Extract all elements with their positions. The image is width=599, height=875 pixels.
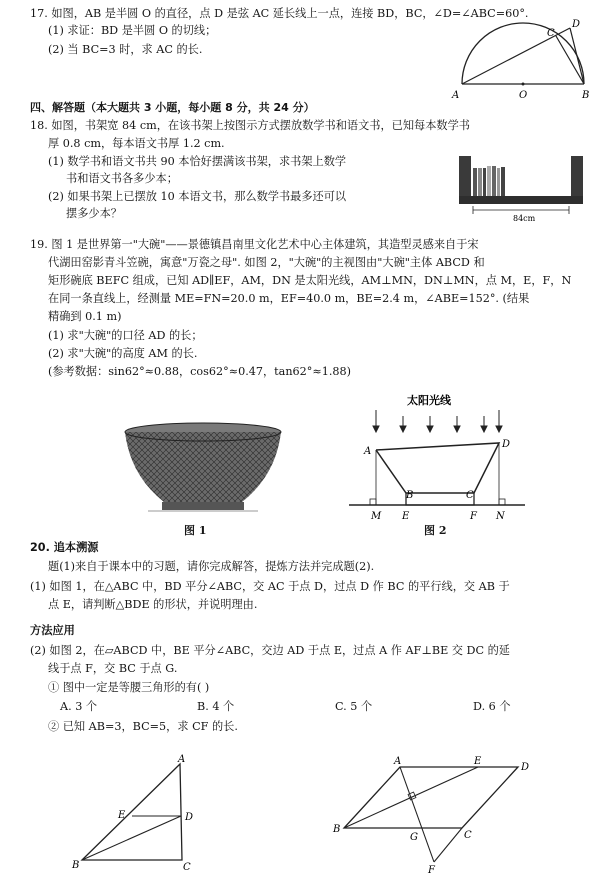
q18-stem-line1: 18. 如图，书架宽 84 cm，在该书架上按图示方式摆放数学书和语文书，已知每本数学书 xyxy=(30,119,470,132)
section-heading: 四、解答题（本大题共 3 小题，每小题 8 分，共 24 分） xyxy=(30,101,315,114)
q19-stem-line3: 矩形碗底 BEFC 组成，已知 AD∥EF，AM，DN 是太阳光线，AM⊥MN，DN⊥MN，点 M，E，F，N xyxy=(48,274,572,287)
q20-fig1-label-e: E xyxy=(118,810,126,821)
q17-label-d: D xyxy=(572,19,581,30)
q20-fig2-label-f: F xyxy=(428,865,435,875)
q20-choice-a: A. 3 个 xyxy=(60,700,98,713)
q17-label-b: B xyxy=(582,90,590,101)
q18-part2-line1: (2) 如果书架上已摆放 10 本语文书，那么数学书最多还可以 xyxy=(48,190,347,203)
q20-subquestion1: ① 图中一定是等腰三角形的有( ) xyxy=(48,681,210,694)
q19-stem-line4: 在同一条直线上，经测量 ME=FN=20.0 m，EF=40.0 m，BE=2.4 m，∠ABE=152°. (结果 xyxy=(48,292,530,305)
q18-shelf-width-label: 84cm xyxy=(513,214,536,223)
q17-part2: (2) 当 BC=3 时，求 AC 的长. xyxy=(48,43,203,56)
q20-choice-d: D. 6 个 xyxy=(473,700,511,713)
q20-intro: 题(1)来自于课本中的习题，请你完成解答，提炼方法并完成题(2). xyxy=(48,560,375,573)
q19-stem-line2: 代湖田窑影青斗笠碗，寓意"万瓷之母". 如图 2，"大碗"的主视图由"大碗"主体 ABCD 和 xyxy=(48,256,485,269)
q19-front-view-diagram xyxy=(345,388,535,533)
q20-triangle-figure xyxy=(70,752,210,875)
q19-label-f: F xyxy=(470,511,477,522)
q19-label-m: M xyxy=(371,511,382,522)
q20-fig2-label-a: A xyxy=(394,756,402,767)
q19-bowl-photo xyxy=(118,420,288,515)
q18-part1-line1: (1) 数学书和语文书共 90 本恰好摆满该书架，求书架上数学 xyxy=(48,155,347,168)
q20-part1-line1: (1) 如图 1，在△ABC 中，BD 平分∠ABC，交 AC 于点 D，过点 D 作 BC 的平行线，交 AB 于 xyxy=(30,580,510,593)
q20-choice-c: C. 5 个 xyxy=(335,700,373,713)
q20-title: 20. 追本溯源 xyxy=(30,541,99,554)
q19-reference-data: (参考数据：sin62°≈0.88，cos62°≈0.47，tan62°≈1.88) xyxy=(48,365,352,378)
q19-label-b: B xyxy=(406,490,414,501)
q17-label-c: C xyxy=(547,28,555,39)
q19-label-d: D xyxy=(502,439,511,450)
q18-bookshelf-figure xyxy=(455,146,587,226)
q20-subquestion2: ② 已知 AB=3，BC=5，求 CF 的长. xyxy=(48,720,238,733)
q20-fig2-label-d: D xyxy=(521,762,530,773)
q18-stem-line2: 厚 0.8 cm，每本语文书厚 1.2 cm. xyxy=(48,137,225,150)
q18-part2-line2: 摆多少本？ xyxy=(66,207,122,220)
q20-fig2-label-b: B xyxy=(333,824,341,835)
q19-stem-line5: 精确到 0.1 m) xyxy=(48,310,122,323)
q17-label-o: O xyxy=(519,90,528,101)
q20-part2-line2: 线于点 F，交 BC 于点 G. xyxy=(48,662,178,675)
q19-label-e: E xyxy=(402,511,410,522)
q19-stem-line1: 19. 图 1 是世界第一"大碗"——景德镇昌南里文化艺术中心主体建筑，其造型灵感来自于宋 xyxy=(30,238,479,251)
q19-part2: (2) 求"大碗"的高度 AM 的长. xyxy=(48,347,198,360)
q19-fig2-caption: 图 2 xyxy=(424,524,447,537)
q20-choice-b: B. 4 个 xyxy=(197,700,235,713)
q17-semicircle-figure xyxy=(448,18,593,108)
q17-stem: 17. 如图，AB 是半圆 O 的直径，点 D 是弦 AC 延长线上一点，连接 BD，BC，∠D=∠ABC=60°. xyxy=(30,7,529,20)
q19-part1: (1) 求"大碗"的口径 AD 的长； xyxy=(48,329,203,342)
q19-label-n: N xyxy=(496,511,505,522)
q20-fig2-label-e: E xyxy=(474,756,482,767)
q20-fig1-label-c: C xyxy=(183,862,191,873)
q19-label-a: A xyxy=(364,446,372,457)
q20-method-heading: 方法应用 xyxy=(30,624,75,637)
q20-part2-line1: (2) 如图 2，在▱ABCD 中，BE 平分∠ABC，交边 AD 于点 E，过点 A 作 AF⊥BE 交 DC 的延 xyxy=(30,644,510,657)
q20-fig1-label-a: A xyxy=(178,754,186,765)
q20-parallelogram-figure xyxy=(330,752,540,875)
q19-fig1-caption: 图 1 xyxy=(184,524,207,537)
q20-fig2-label-g: G xyxy=(410,832,418,843)
q20-fig2-label-c: C xyxy=(464,830,472,841)
q20-fig1-label-d: D xyxy=(185,812,194,823)
q20-fig1-label-b: B xyxy=(72,860,80,871)
q20-part1-line2: 点 E，请判断△BDE 的形状，并说明理由. xyxy=(48,598,258,611)
q17-label-a: A xyxy=(452,90,460,101)
q19-label-c: C xyxy=(466,490,474,501)
q17-part1: (1) 求证：BD 是半圆 O 的切线； xyxy=(48,24,217,37)
q19-sunlight-label: 太阳光线 xyxy=(407,394,451,407)
q18-part1-line2: 书和语文书各多少本； xyxy=(66,172,178,185)
